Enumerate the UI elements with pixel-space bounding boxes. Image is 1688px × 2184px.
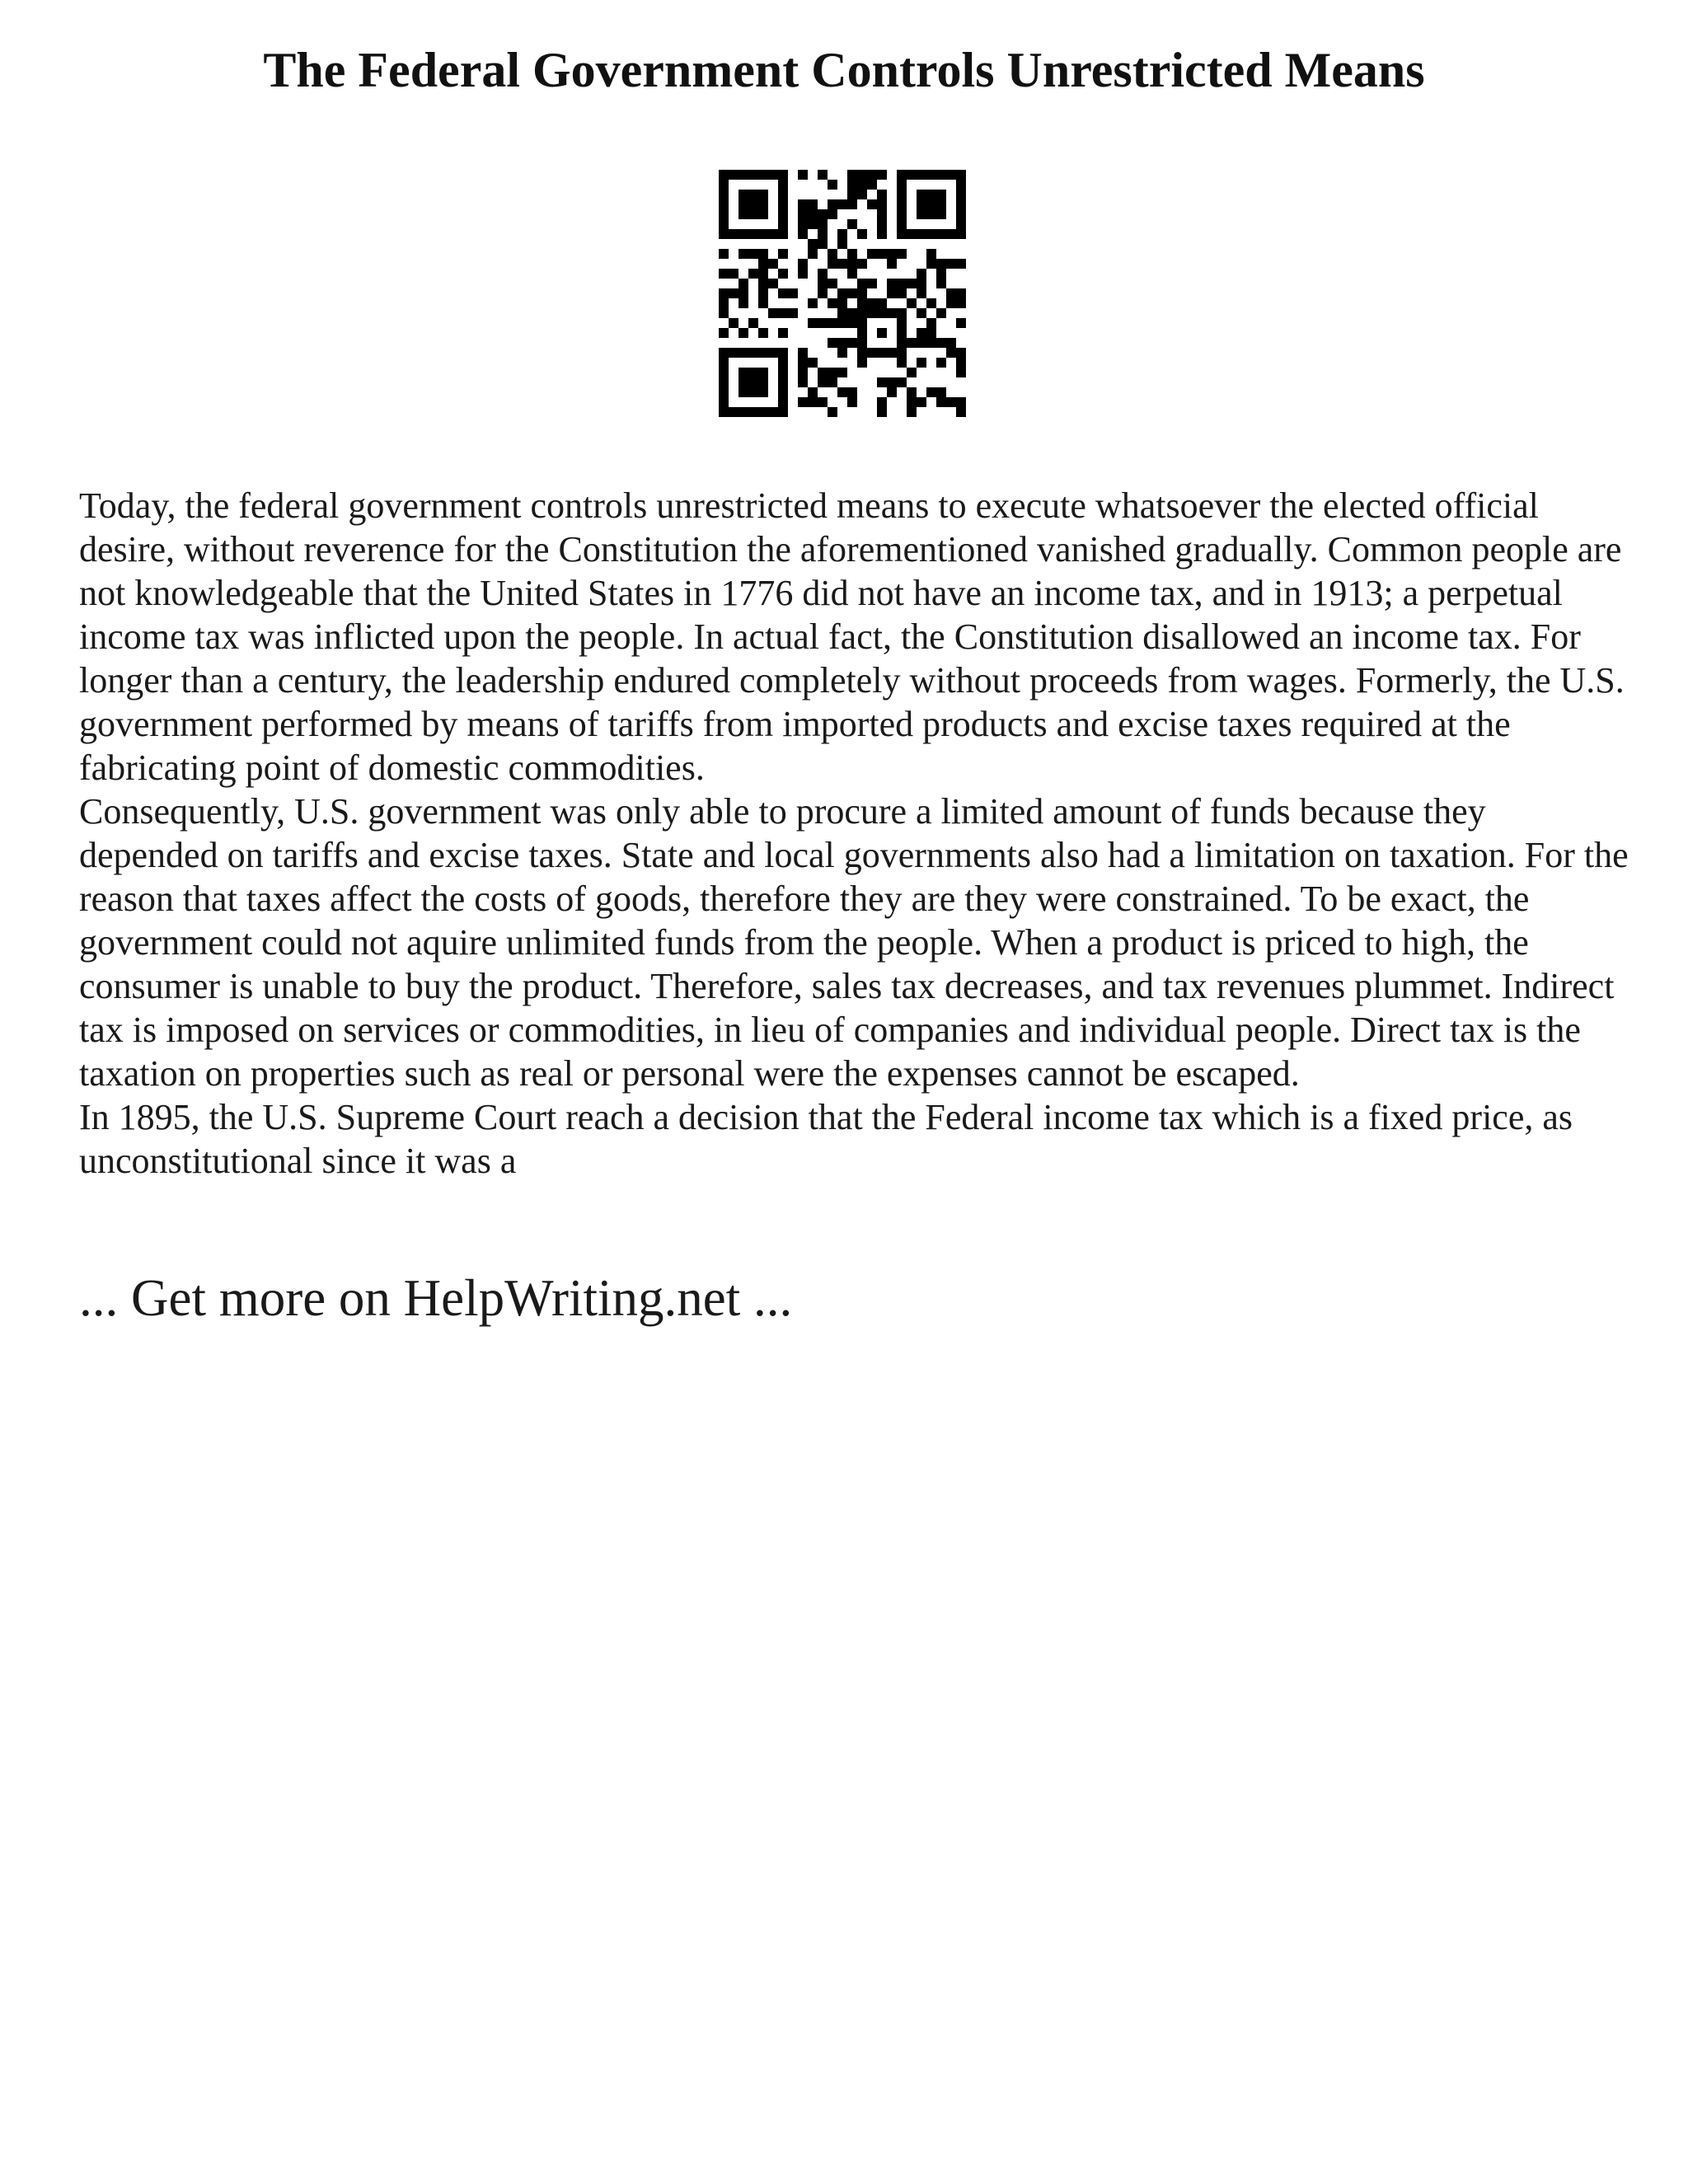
page-title: The Federal Government Controls Unrestricted Means bbox=[263, 43, 1425, 97]
get-more-link[interactable]: ... Get more on HelpWriting.net ... bbox=[79, 1269, 793, 1327]
paragraph: Today, the federal government controls unrestricted means to execute whatsoever the elected official desire, without reverence for the Constitution the aforementioned vanished gradually. Common people are not knowledgeable that the United States in 1776 did not have an income tax, and in 1913; a perpetual income tax was inflicted upon the people. In actual fact, the Constitution disallowed an income tax. For longer than a century, the leadership endured completely without proceeds from wages. Formerly, the U.S. government performed by means of tariffs from imported products and excise taxes required at the fabricating point of domestic commodities. bbox=[79, 485, 1625, 788]
paragraph: In 1895, the U.S. Supreme Court reach a decision that the Federal income tax which is a fixed price, as unconstitutional since it was a bbox=[79, 1097, 1573, 1181]
qr-code-icon bbox=[719, 170, 966, 417]
paragraph: Consequently, U.S. government was only able to procure a limited amount of funds because they depended on tariffs and excise taxes. State and local governments also had a limitation on taxation. For the reason that taxes affect the costs of goods, therefore they are they were constrained. To be exact, the government could not aquire unlimited funds from the people. When a product is priced to high, the consumer is unable to buy the product. Therefore, sales tax decreases, and tax revenues plummet. Indirect tax is imposed on services or commodities, in lieu of companies and individual people. Direct tax is the taxation on properties such as real or personal were the expenses cannot be escaped. bbox=[79, 791, 1629, 1094]
article-body bbox=[79, 484, 1629, 1183]
